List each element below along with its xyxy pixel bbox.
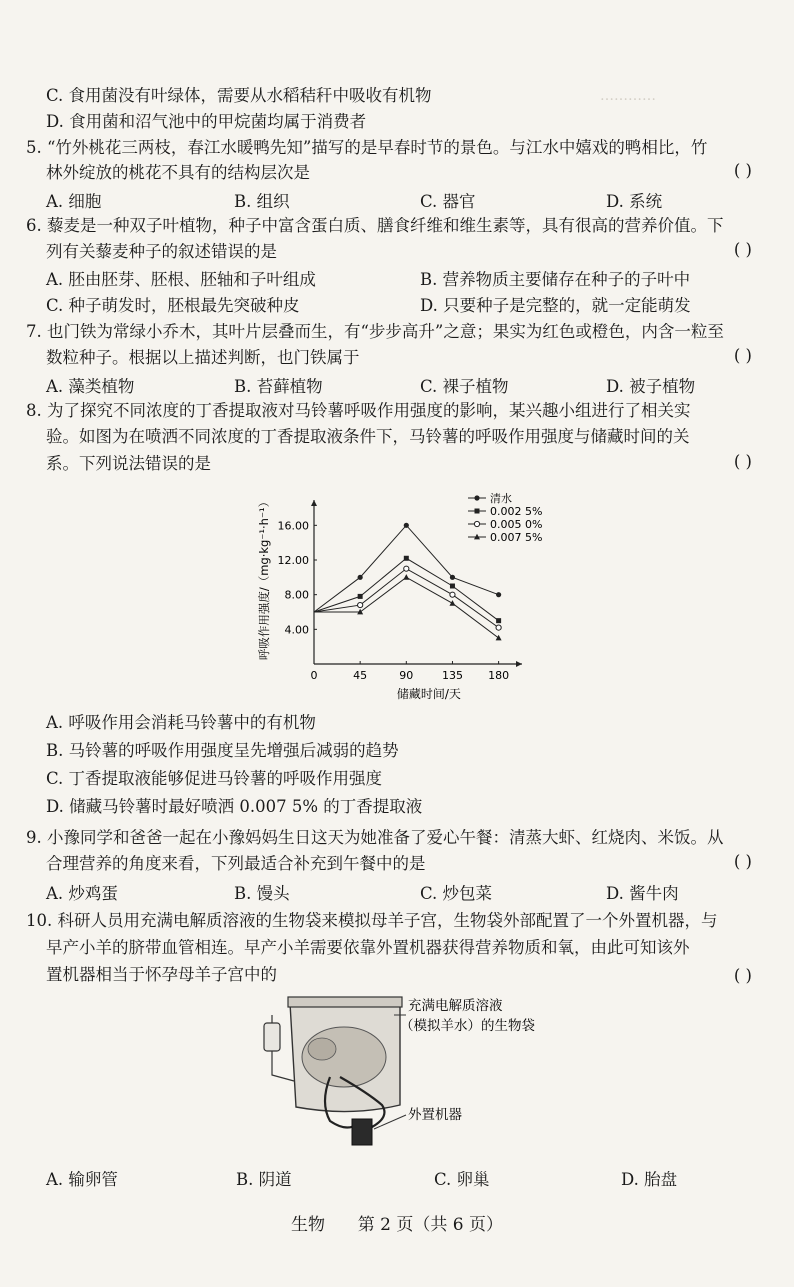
q7-stem-line2: 数粒种子。根据以上描述判断，也门铁属于 bbox=[46, 348, 360, 367]
q6-option-d[interactable]: D. 只要种子是完整的，就一定能萌发 bbox=[420, 296, 691, 315]
q8-option-d[interactable]: D. 储藏马铃薯时最好喷洒 0.007 5% 的丁香提取液 bbox=[46, 797, 423, 816]
respiration-line-chart bbox=[250, 478, 580, 708]
q7-option-a[interactable]: A. 藻类植物 bbox=[46, 377, 135, 396]
y-tick-label: 16.00 bbox=[277, 519, 309, 533]
q8-option-b[interactable]: B. 马铃薯的呼吸作用强度呈先增强后减弱的趋势 bbox=[46, 741, 399, 760]
q7-answer-paren[interactable]: ( ) bbox=[733, 346, 752, 365]
q7-stem-line1: 7. 也门铁为常绿小乔木，其叶片层叠而生，有“步步高升”之意；果实为红色或橙色，内含一粒至 bbox=[26, 322, 724, 341]
q6-answer-paren[interactable]: ( ) bbox=[733, 240, 752, 259]
legend-marker bbox=[474, 495, 479, 500]
data-point bbox=[449, 600, 455, 606]
q8-stem-line1: 8. 为了探究不同浓度的丁香提取液对马铃薯呼吸作用强度的影响，某兴趣小组进行了相关实 bbox=[26, 401, 691, 420]
q5-options bbox=[46, 188, 774, 212]
legend-label: 0.007 5% bbox=[490, 531, 543, 544]
data-point bbox=[450, 575, 455, 580]
q9-answer-paren[interactable]: ( ) bbox=[733, 852, 752, 871]
q9-stem-line1: 9. 小豫同学和爸爸一起在小豫妈妈生日这天为她准备了爱心午餐：清蒸大虾、红烧肉、米饭。从 bbox=[26, 828, 724, 847]
legend-marker bbox=[474, 521, 479, 526]
y-tick-label: 4.00 bbox=[284, 623, 309, 637]
q7-option-c[interactable]: C. 裸子植物 bbox=[420, 377, 509, 396]
q6-option-b[interactable]: B. 营养物质主要储存在种子的子叶中 bbox=[420, 270, 691, 289]
q8-stem-line3: 系。下列说法错误的是 bbox=[46, 454, 211, 473]
bag-label-line1: 充满电解质溶液 bbox=[408, 998, 503, 1014]
artificial-womb-illustration bbox=[260, 993, 550, 1163]
q9-option-c[interactable]: C. 炒包菜 bbox=[420, 884, 493, 903]
legend-label: 0.005 0% bbox=[490, 518, 543, 531]
q9-option-a[interactable]: A. 炒鸡蛋 bbox=[46, 884, 118, 903]
q10-option-c[interactable]: C. 卵巢 bbox=[434, 1170, 490, 1189]
bag-label-line2: （模拟羊水）的生物袋 bbox=[400, 1018, 535, 1034]
y-axis-label: 呼吸作用强度/（mg·kg⁻¹·h⁻¹） bbox=[257, 495, 271, 661]
q4-option-c: C. 食用菌没有叶绿体，需要从水稻秸秆中吸收有机物 bbox=[46, 86, 432, 105]
q6-option-c[interactable]: C. 种子萌发时，胚根最先突破种皮 bbox=[46, 296, 300, 315]
q5-option-d[interactable]: D. 系统 bbox=[606, 192, 663, 211]
q8-stem-line2: 验。如图为在喷洒不同浓度的丁香提取液条件下，马铃薯的呼吸作用强度与储藏时间的关 bbox=[46, 427, 690, 446]
q10-stem-line3: 置机器相当于怀孕母羊子宫中的 bbox=[46, 965, 277, 984]
iv-bag-icon bbox=[264, 1023, 280, 1051]
q10-stem-line1: 10. 科研人员用充满电解质溶液的生物袋来模拟母羊子宫，生物袋外部配置了一个外置机器，与 bbox=[26, 911, 718, 930]
data-point bbox=[358, 575, 363, 580]
q7-option-b[interactable]: B. 苔藓植物 bbox=[234, 377, 323, 396]
q10-answer-paren[interactable]: ( ) bbox=[733, 966, 752, 985]
data-point bbox=[403, 574, 409, 580]
q5-option-a[interactable]: A. 细胞 bbox=[46, 192, 102, 211]
x-tick-label: 45 bbox=[353, 669, 368, 682]
y-tick-label: 8.00 bbox=[284, 588, 309, 602]
q7-options bbox=[46, 373, 774, 397]
x-axis-label: 储藏时间/天 bbox=[396, 687, 461, 701]
x-tick-label: 90 bbox=[399, 669, 414, 682]
data-point bbox=[496, 625, 501, 630]
y-tick-label: 12.00 bbox=[277, 554, 309, 567]
legend-marker bbox=[475, 509, 480, 514]
q9-stem-line2: 合理营养的角度来看，下列最适合补充到午餐中的是 bbox=[46, 854, 426, 873]
q6-options-row2 bbox=[46, 292, 774, 316]
data-point bbox=[404, 523, 409, 528]
x-axis-arrow bbox=[516, 661, 522, 667]
q10-option-a[interactable]: A. 输卵管 bbox=[46, 1170, 118, 1189]
q6-stem-line1: 6. 藜麦是一种双子叶植物，种子中富含蛋白质、膳食纤维和维生素等，具有很高的营养价值。下 bbox=[26, 216, 724, 235]
q5-stem-line2: 林外绽放的桃花不具有的结构层次是 bbox=[46, 163, 310, 182]
q10-stem-line2: 早产小羊的脐带血管相连。早产小羊需要依靠外置机器获得营养物质和氧，由此可知该外 bbox=[46, 938, 690, 957]
bleed-through-text: ………… bbox=[600, 88, 656, 104]
iv-tube bbox=[272, 1051, 294, 1081]
data-point bbox=[358, 594, 363, 599]
legend-label: 清水 bbox=[490, 492, 512, 505]
data-point bbox=[404, 556, 409, 561]
q8-option-a[interactable]: A. 呼吸作用会消耗马铃薯中的有机物 bbox=[46, 713, 316, 732]
q6-options-row1 bbox=[46, 266, 774, 290]
q6-option-a[interactable]: A. 胚由胚芽、胚根、胚轴和子叶组成 bbox=[46, 270, 316, 289]
lamb-head bbox=[308, 1038, 336, 1060]
machine-icon bbox=[352, 1119, 372, 1145]
data-point bbox=[358, 602, 363, 607]
footer-page-number: 第 2 页（共 6 页） bbox=[357, 1215, 504, 1235]
q10-options bbox=[46, 1166, 774, 1190]
bag-clip bbox=[288, 997, 402, 1007]
q6-stem-line2: 列有关藜麦种子的叙述错误的是 bbox=[46, 242, 277, 261]
y-axis-arrow bbox=[311, 500, 317, 506]
q5-stem-line1: 5. “竹外桃花三两枝，春江水暖鸭先知”描写的是早春时节的景色。与江水中嬉戏的鸭相比，竹 bbox=[26, 138, 708, 157]
q4-option-d: D. 食用菌和沼气池中的甲烷菌均属于消费者 bbox=[46, 112, 367, 131]
q8-option-c[interactable]: C. 丁香提取液能够促进马铃薯的呼吸作用强度 bbox=[46, 769, 383, 788]
q10-option-d[interactable]: D. 胎盘 bbox=[621, 1170, 678, 1189]
q5-answer-paren[interactable]: ( ) bbox=[733, 161, 752, 180]
q5-option-c[interactable]: C. 器官 bbox=[420, 192, 476, 211]
x-tick-label: 180 bbox=[488, 669, 510, 682]
q9-option-b[interactable]: B. 馒头 bbox=[234, 884, 290, 903]
data-point bbox=[496, 618, 501, 623]
data-point bbox=[496, 592, 501, 597]
q9-options bbox=[46, 880, 774, 904]
q8-answer-paren[interactable]: ( ) bbox=[733, 452, 752, 471]
q5-option-b[interactable]: B. 组织 bbox=[234, 192, 290, 211]
page-footer bbox=[0, 1210, 794, 1235]
q7-option-d[interactable]: D. 被子植物 bbox=[606, 377, 696, 396]
data-point bbox=[496, 635, 502, 641]
legend-label: 0.002 5% bbox=[490, 505, 543, 518]
q10-option-b[interactable]: B. 阴道 bbox=[236, 1170, 292, 1189]
q9-option-d[interactable]: D. 酱牛肉 bbox=[606, 884, 679, 903]
data-point bbox=[450, 592, 455, 597]
data-point bbox=[450, 584, 455, 589]
x-tick-label: 135 bbox=[441, 669, 463, 682]
data-point bbox=[404, 566, 409, 571]
footer-subject: 生物 bbox=[290, 1215, 325, 1235]
machine-label: 外置机器 bbox=[408, 1107, 462, 1123]
x-tick-label: 0 bbox=[310, 669, 318, 682]
